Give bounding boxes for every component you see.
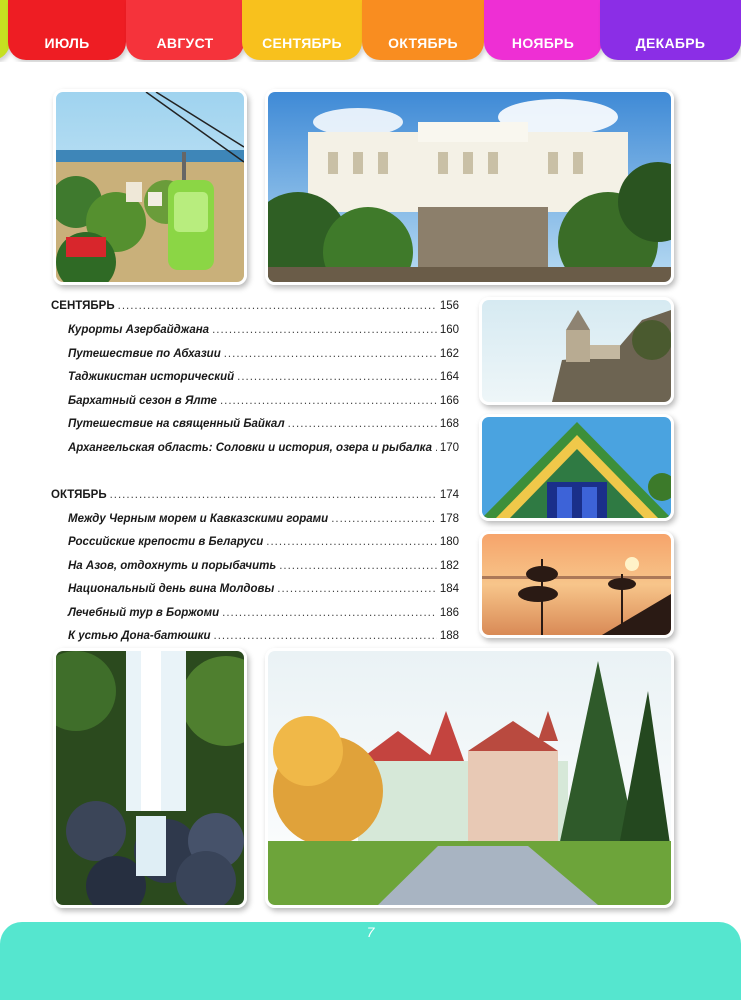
photo-castle-in-autumn [265,648,674,908]
page-ref: 164 [439,371,459,383]
tab-december-label: ДЕКАБРЬ [635,35,706,51]
leader-dots [224,348,437,360]
page-ref: 156 [439,300,459,312]
tab-october-label: ОКТЯБРЬ [388,35,458,51]
photo-waterfall [53,648,247,908]
page-ref: 180 [439,536,459,548]
item-title: Между Черным морем и Кавказскими горами [68,513,329,525]
tab-november-label: НОЯБРЬ [511,35,575,51]
photo-sunset-sea [479,531,674,638]
toc-section-october[interactable] [51,483,459,501]
leader-dots [277,583,437,595]
tab-september-label: СЕНТЯБРЬ [262,35,342,51]
item-title: Архангельская область: Соловки и история, озера и рыбалка [68,442,433,454]
photo-ornate-roof [479,414,674,521]
item-title: К устью Дона-батюшки [68,630,211,642]
photo-castle-on-rock [479,297,674,405]
section-title: СЕНТЯБРЬ [51,300,115,312]
toc-item[interactable] [51,601,459,619]
item-title: Национальный день вина Молдовы [68,583,275,595]
page-ref: 188 [439,630,459,642]
leader-dots [118,300,437,312]
leader-dots [331,513,437,525]
toc-item[interactable] [51,342,459,360]
leader-dots [279,560,437,572]
page-ref: 166 [439,395,459,407]
page-ref: 182 [439,560,459,572]
item-title: Российские крепости в Беларуси [68,536,264,548]
leader-dots [110,489,437,501]
item-title: Бархатный сезон в Ялте [68,395,217,407]
leader-dots [288,418,437,430]
toc-item[interactable] [51,436,459,454]
item-title: Путешествие на священный Байкал [68,418,285,430]
page-ref: 178 [439,513,459,525]
item-title: Путешествие по Абхазии [68,348,221,360]
toc-item[interactable] [51,507,459,525]
page-ref: 170 [439,442,459,454]
leader-dots [212,324,437,336]
leader-dots [220,395,437,407]
page-number: 7 [366,924,375,940]
leader-dots [266,536,437,548]
toc-item[interactable] [51,412,459,430]
section-title: ОКТЯБРЬ [51,489,107,501]
toc-item[interactable] [51,365,459,383]
page-ref: 160 [439,324,459,336]
page-ref: 184 [439,583,459,595]
page-ref: 174 [439,489,459,501]
item-title: Курорты Азербайджана [68,324,210,336]
leader-dots [222,607,437,619]
item-title: Таджикистан исторический [68,371,235,383]
tab-august-label: АВГУСТ [156,35,214,51]
toc-item[interactable] [51,389,459,407]
item-title: На Азов, отдохнуть и порыбачить [68,560,277,572]
toc-item[interactable] [51,577,459,595]
tab-november[interactable] [484,0,602,60]
tab-december[interactable] [600,0,741,60]
toc-item[interactable] [51,554,459,572]
item-title: Лечебный тур в Боржоми [68,607,220,619]
leader-dots [237,371,437,383]
tab-july-label: ИЮЛЬ [44,35,90,51]
toc-item[interactable] [51,530,459,548]
toc-item[interactable] [51,318,459,336]
leader-dots [214,630,437,642]
page-ref: 168 [439,418,459,430]
page-ref: 186 [439,607,459,619]
page-ref: 162 [439,348,459,360]
toc-section-september[interactable] [51,294,459,312]
leader-dots [435,442,437,454]
toc-item[interactable] [51,624,459,642]
